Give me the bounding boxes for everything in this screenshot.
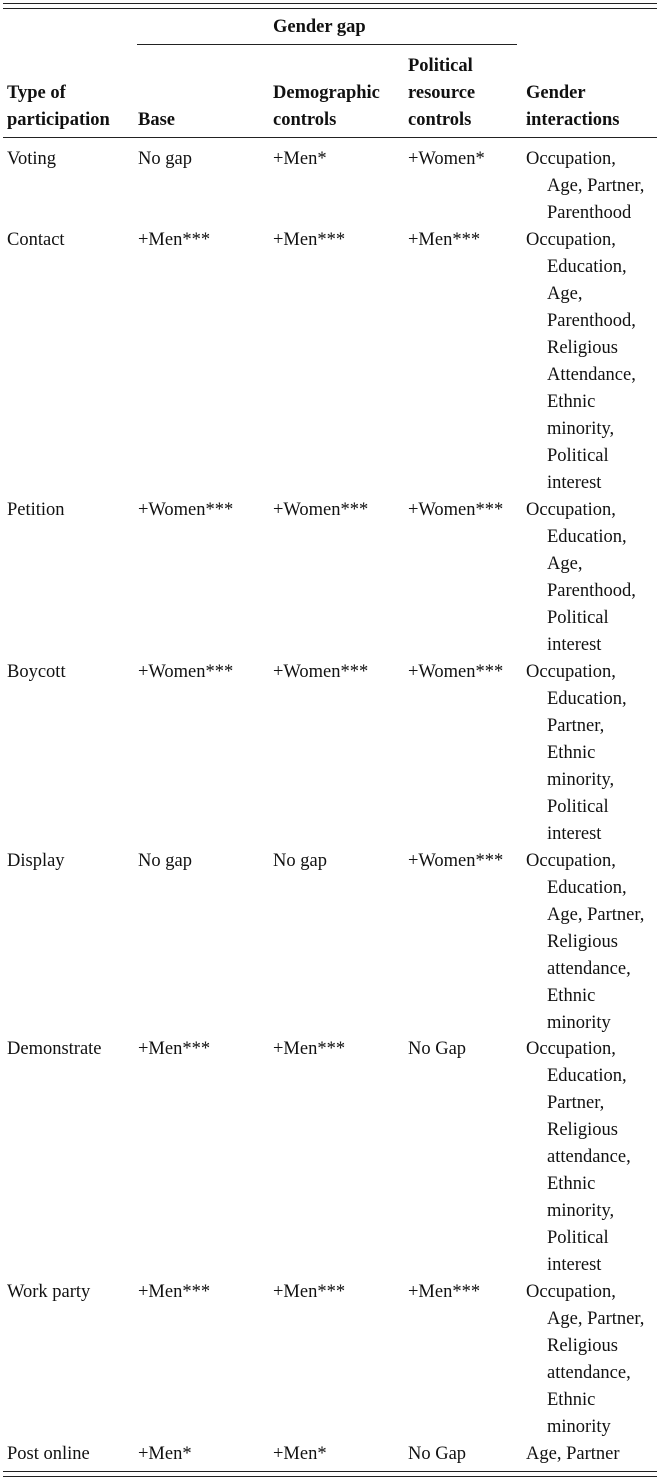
group-header-gender-gap: Gender gap	[273, 17, 366, 37]
interaction-line: Political	[547, 608, 609, 628]
cell-political: +Women***	[408, 851, 504, 871]
interaction-line: Education,	[547, 1066, 627, 1086]
cell-interactions	[526, 1441, 620, 1468]
interaction-line: Occupation,	[526, 851, 616, 871]
bottom-rule-2	[3, 1476, 657, 1477]
interaction-line: interest	[547, 824, 602, 844]
cell-demographic: +Men*	[273, 1444, 327, 1464]
interaction-line: Political	[547, 797, 609, 817]
col-header-political-line2: resource	[408, 83, 476, 103]
interaction-line: Partner,	[547, 716, 605, 736]
cell-demographic: +Men***	[273, 1039, 346, 1059]
interaction-line: minority	[547, 1417, 611, 1437]
interaction-line: Parenthood,	[547, 581, 636, 601]
cell-type: Contact	[7, 230, 65, 250]
interaction-line: attendance,	[547, 1147, 631, 1167]
cell-base: No gap	[138, 851, 192, 871]
interaction-line: Religious	[547, 1120, 618, 1140]
interaction-line: Occupation,	[526, 149, 616, 169]
cell-demographic: +Women***	[273, 662, 369, 682]
interaction-line: Attendance,	[547, 365, 636, 385]
col-header-type-line2: participation	[7, 110, 110, 130]
interaction-line: attendance,	[547, 959, 631, 979]
interaction-line: Age, Partner,	[547, 1309, 645, 1329]
interaction-line: Occupation,	[526, 1282, 616, 1302]
top-rule-1	[3, 3, 657, 4]
cell-base: No gap	[138, 149, 192, 169]
cell-base: +Men***	[138, 1282, 211, 1302]
cell-type: Demonstrate	[7, 1039, 102, 1059]
cell-base: +Women***	[138, 662, 234, 682]
interaction-line: Religious	[547, 1336, 618, 1356]
header-bottom-rule	[3, 137, 657, 138]
interaction-line: Religious	[547, 932, 618, 952]
interaction-line: Age, Partner,	[547, 176, 645, 196]
cell-demographic: +Men*	[273, 149, 327, 169]
col-header-interactions-line1: Gender	[526, 83, 586, 103]
bottom-rule-1	[3, 1471, 657, 1472]
cell-type: Boycott	[7, 662, 66, 682]
interaction-line: Age,	[547, 554, 583, 574]
cell-interactions	[526, 659, 627, 848]
cell-demographic: +Men***	[273, 230, 346, 250]
interaction-line: Age, Partner,	[547, 905, 645, 925]
interaction-line: minority,	[547, 419, 615, 439]
group-header-rule	[137, 44, 517, 45]
interaction-line: minority,	[547, 770, 615, 790]
cell-interactions	[526, 848, 644, 1037]
interaction-line: Education,	[547, 527, 627, 547]
cell-type: Work party	[7, 1282, 91, 1302]
interaction-line: Religious	[547, 338, 618, 358]
cell-demographic: +Men***	[273, 1282, 346, 1302]
interaction-line: interest	[547, 1255, 602, 1275]
cell-political: +Men***	[408, 230, 481, 250]
interaction-line: Ethnic	[547, 1390, 596, 1410]
cell-interactions	[526, 227, 636, 497]
interaction-line: Education,	[547, 878, 627, 898]
interaction-line: minority	[547, 1013, 611, 1033]
cell-political: No Gap	[408, 1444, 467, 1464]
cell-base: +Men***	[138, 230, 211, 250]
interaction-line: Age,	[547, 284, 583, 304]
top-rule-2	[3, 8, 657, 9]
cell-political: +Men***	[408, 1282, 481, 1302]
cell-interactions	[526, 497, 636, 659]
interaction-line: Political	[547, 446, 609, 466]
interaction-line: Education,	[547, 257, 627, 277]
interaction-line: Parenthood,	[547, 311, 636, 331]
interaction-line: Occupation,	[526, 662, 616, 682]
cell-demographic: +Women***	[273, 500, 369, 520]
interaction-line: Political	[547, 1228, 609, 1248]
cell-type: Petition	[7, 500, 65, 520]
interaction-line: Ethnic	[547, 743, 596, 763]
interaction-line: minority,	[547, 1201, 615, 1221]
col-header-political-line1: Political	[408, 56, 473, 76]
interaction-line: interest	[547, 473, 602, 493]
col-header-demographic-line2: controls	[273, 110, 337, 130]
interaction-line: Partner,	[547, 1093, 605, 1113]
interaction-line: Parenthood	[547, 203, 632, 223]
interaction-line: Ethnic	[547, 1174, 596, 1194]
interaction-line: Ethnic	[547, 392, 596, 412]
cell-demographic: No gap	[273, 851, 327, 871]
interaction-line: attendance,	[547, 1363, 631, 1383]
cell-type: Post online	[7, 1444, 90, 1464]
cell-interactions	[526, 146, 644, 227]
cell-type: Display	[7, 851, 65, 871]
cell-political: No Gap	[408, 1039, 467, 1059]
interaction-line: Ethnic	[547, 986, 596, 1006]
col-header-interactions-line2: interactions	[526, 110, 620, 130]
col-header-demographic-line1: Demographic	[273, 83, 380, 103]
cell-political: +Women***	[408, 662, 504, 682]
interaction-line: Occupation,	[526, 500, 616, 520]
cell-base: +Women***	[138, 500, 234, 520]
cell-political: +Women*	[408, 149, 485, 169]
interaction-line: Occupation,	[526, 1039, 616, 1059]
cell-interactions	[526, 1036, 631, 1279]
col-header-type-line1: Type of	[7, 83, 66, 103]
cell-base: +Men*	[138, 1444, 192, 1464]
col-header-political-line3: controls	[408, 110, 472, 130]
cell-base: +Men***	[138, 1039, 211, 1059]
cell-interactions	[526, 1279, 644, 1441]
cell-political: +Women***	[408, 500, 504, 520]
interaction-line: Occupation,	[526, 230, 616, 250]
cell-type: Voting	[7, 149, 57, 169]
col-header-base: Base	[138, 110, 175, 130]
interaction-line: Age, Partner	[526, 1444, 620, 1464]
interaction-line: interest	[547, 635, 602, 655]
interaction-line: Education,	[547, 689, 627, 709]
